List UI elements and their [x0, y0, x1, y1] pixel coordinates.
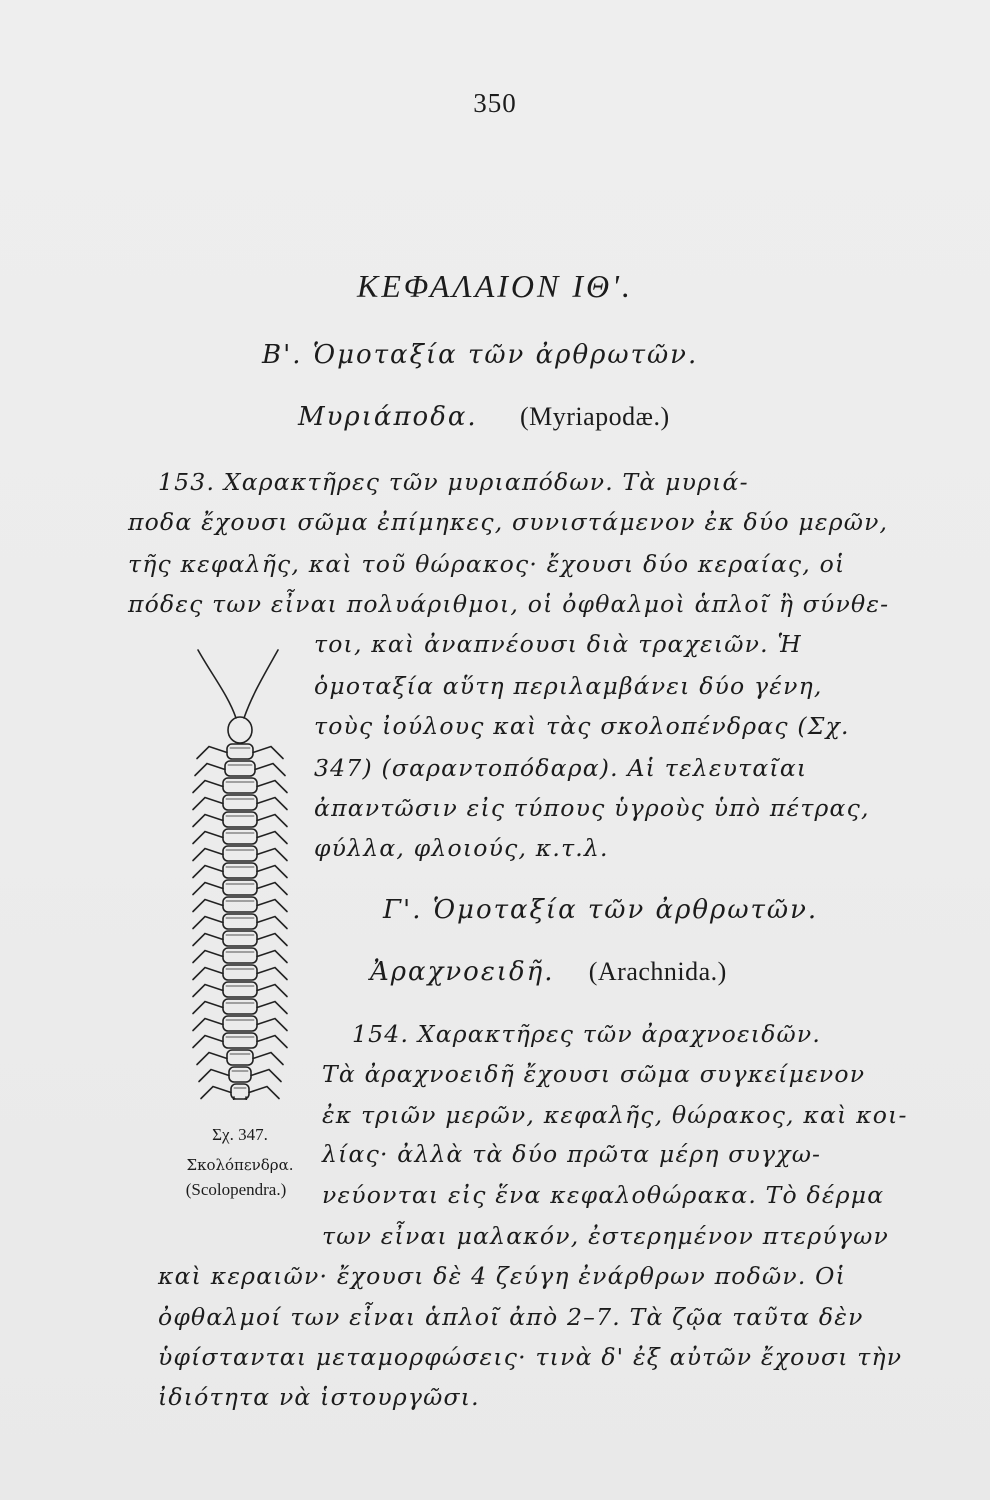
centipede-illustration	[180, 640, 300, 1100]
centipede-leg	[257, 951, 287, 963]
centipede-segment	[223, 1016, 257, 1031]
centipede-leg	[253, 1053, 283, 1065]
paragraph-153-line: 153. Χαρακτῆρες τῶν μυριαπόδων. Τὰ μυριά-	[158, 468, 749, 496]
paragraph-153-line: τῆς κεφαλῆς, καὶ τοῦ θώρακος· ἔχουσι δύο κεραίας, οἱ	[128, 550, 846, 578]
centipede-leg	[193, 934, 223, 946]
centipede-leg	[257, 1002, 287, 1014]
centipede-leg	[257, 917, 287, 929]
figure-label: Σχ. 347.	[212, 1125, 268, 1144]
section-b-group-latin: (Myriapodæ.)	[519, 402, 670, 431]
centipede-segment	[223, 880, 257, 895]
centipede-leg	[257, 781, 287, 793]
centipede-segment	[223, 965, 257, 980]
centipede-leg	[193, 985, 223, 997]
centipede-leg	[193, 849, 223, 861]
section-c-group	[370, 957, 727, 987]
centipede-leg	[197, 1053, 227, 1065]
centipede-leg	[193, 798, 223, 810]
section-c-group-latin: (Arachnida.)	[588, 957, 727, 986]
section-b-group-greek: Μυριάποδα.	[298, 402, 478, 432]
centipede-leg	[257, 968, 287, 980]
centipede-leg	[257, 849, 287, 861]
centipede-segment	[223, 999, 257, 1014]
section-b-group	[298, 402, 670, 432]
centipede-leg	[257, 866, 287, 878]
centipede-segment	[223, 846, 257, 861]
centipede-leg	[257, 832, 287, 844]
figure-name-greek: Σκολόπενδρα.	[186, 1156, 294, 1174]
centipede-segment	[223, 795, 257, 810]
centipede-leg	[193, 900, 223, 912]
paragraph-154-line: ἐκ τριῶν μερῶν, κεφαλῆς, θώρακος, καὶ κοι-	[322, 1101, 908, 1129]
centipede-tail	[210, 1097, 234, 1100]
page-number: 350	[473, 88, 517, 118]
paragraph-153-line: ὁμοταξία αὕτη περιλαμβάνει δύο γένη,	[314, 672, 823, 700]
paragraph-153-line: φύλλα, φλοιούς, κ.τ.λ.	[314, 834, 609, 862]
paragraph-153-line: ποδα ἔχουσι σῶμα ἐπίμηκες, συνιστάμενον ἐκ δύο μερῶν,	[128, 508, 889, 536]
centipede-leg	[193, 1036, 223, 1048]
centipede-tail	[246, 1097, 270, 1100]
centipede-leg	[257, 798, 287, 810]
centipede-leg	[251, 1070, 281, 1082]
paragraph-154-line: λίας· ἀλλὰ τὰ δύο πρῶτα μέρη συγχω-	[322, 1140, 822, 1168]
centipede-leg	[257, 934, 287, 946]
centipede-leg	[255, 764, 285, 776]
paragraph-154-line: καὶ κεραιῶν· ἔχουσι δὲ 4 ζεύγη ἐνάρθρων ποδῶν. Οἱ	[158, 1262, 847, 1290]
centipede-segment	[225, 761, 255, 776]
centipede-leg	[193, 1019, 223, 1031]
paragraph-154-line: 154. Χαρακτῆρες τῶν ἀραχνοειδῶν.	[352, 1020, 822, 1048]
centipede-leg	[199, 1070, 229, 1082]
paragraph-153-line: 347) (σαραντοπόδαρα). Αἱ τελευταῖαι	[314, 754, 808, 782]
centipede-segment	[223, 778, 257, 793]
centipede-segment	[227, 1050, 253, 1065]
centipede-leg	[193, 917, 223, 929]
centipede-segment	[223, 897, 257, 912]
centipede-leg	[193, 968, 223, 980]
centipede-segment	[223, 931, 257, 946]
paragraph-153-line: τοὺς ἰούλους καὶ τὰς σκολοπένδρας (Σχ.	[314, 712, 850, 740]
centipede-segment	[229, 1067, 251, 1082]
centipede-leg	[253, 747, 283, 759]
centipede-head	[228, 717, 252, 743]
centipede-segment	[223, 914, 257, 929]
paragraph-154-line: Τὰ ἀραχνοειδῆ ἔχουσι σῶμα συγκείμενον	[322, 1060, 866, 1088]
centipede-leg	[249, 1087, 279, 1099]
centipede-segment	[223, 982, 257, 997]
centipede-leg	[193, 1002, 223, 1014]
paragraph-153-line: πόδες των εἶναι πολυάριθμοι, οἱ ὀφθαλμοὶ ἁπλοῖ ἢ σύνθε-	[128, 590, 890, 618]
figure-name-latin: (Scolopendra.)	[185, 1180, 287, 1199]
paragraph-153-line: τοι, καὶ ἀναπνέουσι διὰ τραχειῶν. Ἡ	[314, 630, 802, 658]
paragraph-153-line: ἀπαντῶσιν εἰς τύπους ὑγροὺς ὑπὸ πέτρας,	[314, 794, 870, 822]
chapter-heading: ΚΕΦΑΛΑΙΟΝ ΙΘ'.	[357, 268, 633, 304]
paragraph-154-line: ὑφίστανται μεταμορφώσεις· τινὰ δ' ἐξ αὐτῶν ἔχουσι τὴν	[158, 1343, 903, 1371]
centipede-leg	[193, 832, 223, 844]
centipede-leg	[193, 866, 223, 878]
centipede-segment	[223, 812, 257, 827]
centipede-segment	[227, 744, 253, 759]
centipede-leg	[197, 747, 227, 759]
centipede-leg	[257, 883, 287, 895]
section-b-heading: Β'. Ὁμοταξία τῶν ἀρθρωτῶν.	[262, 340, 699, 370]
centipede-leg	[257, 815, 287, 827]
centipede-segment	[223, 829, 257, 844]
paragraph-154-line: ὀφθαλμοί των εἶναι ἁπλοῖ ἀπὸ 2–7. Τὰ ζῷα ταῦτα δὲν	[158, 1303, 864, 1331]
section-c-group-greek: Ἀραχνοειδῆ.	[370, 957, 555, 987]
paragraph-154-line: ἰδιότητα νὰ ἱστουργῶσι.	[158, 1383, 480, 1411]
centipede-segment	[223, 863, 257, 878]
centipede-leg	[201, 1087, 231, 1099]
centipede-segment	[223, 948, 257, 963]
centipede-leg	[257, 900, 287, 912]
centipede-leg	[257, 985, 287, 997]
centipede-leg	[195, 764, 225, 776]
centipede-antenna	[244, 650, 278, 718]
centipede-leg	[193, 951, 223, 963]
centipede-segment	[223, 1033, 257, 1048]
centipede-leg	[193, 815, 223, 827]
section-c-heading: Γ'. Ὁμοταξία τῶν ἀρθρωτῶν.	[383, 895, 819, 925]
centipede-antenna	[198, 650, 236, 718]
centipede-leg	[193, 781, 223, 793]
centipede-leg	[257, 1036, 287, 1048]
centipede-leg	[193, 883, 223, 895]
centipede-leg	[257, 1019, 287, 1031]
paragraph-154-line: των εἶναι μαλακόν, ἐστερημένον πτερύγων	[322, 1222, 889, 1250]
paragraph-154-line: νεύονται εἰς ἕνα κεφαλοθώρακα. Τὸ δέρμα	[322, 1181, 885, 1209]
